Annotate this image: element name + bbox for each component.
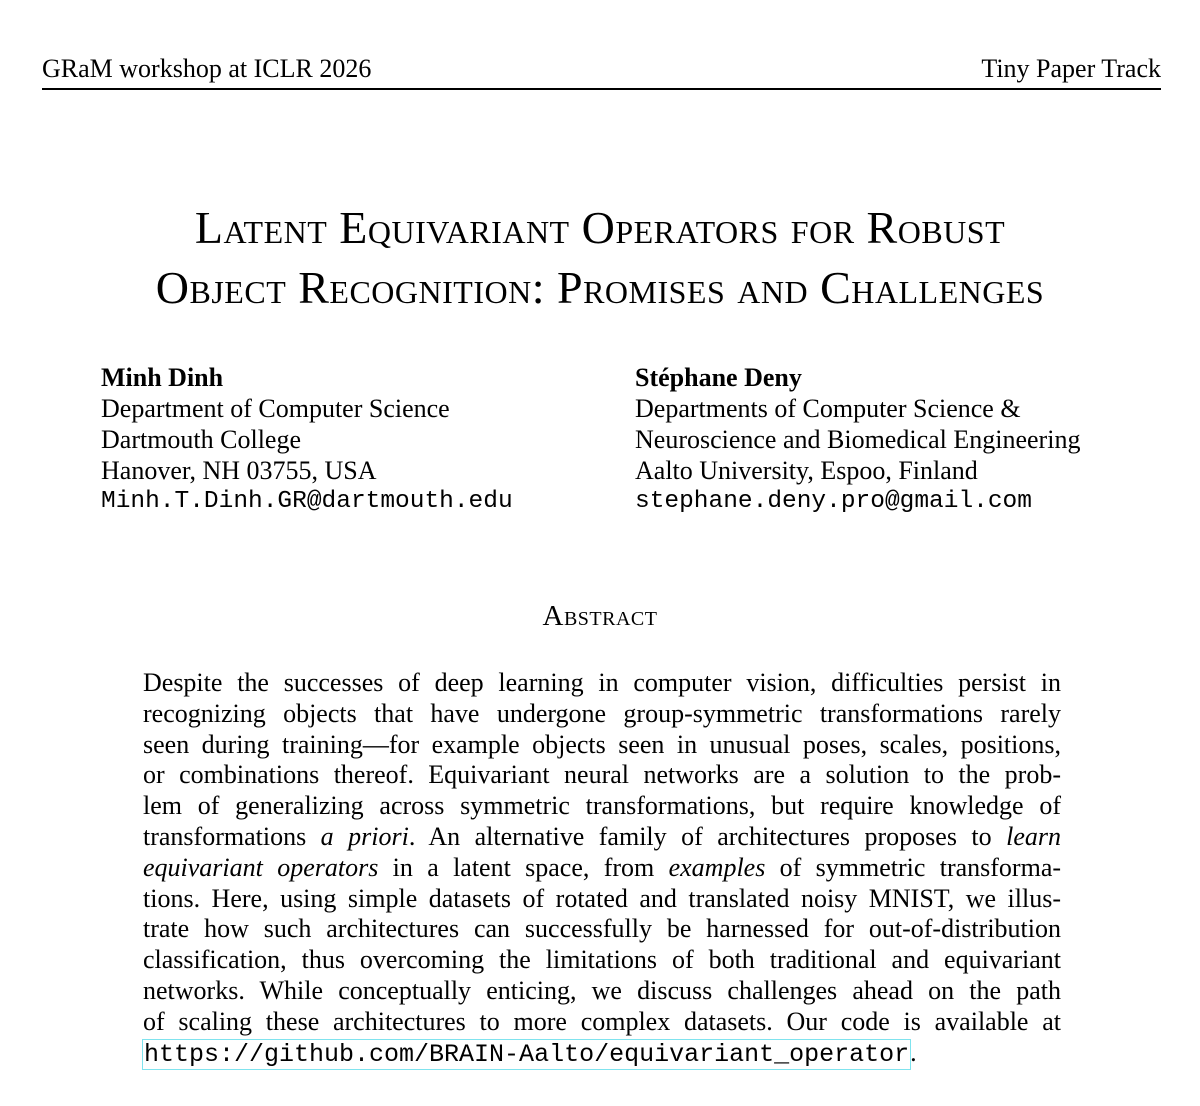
author-affiliation-line: Departments of Computer Science & [635,394,1021,423]
author-name: Minh Dinh [101,363,224,392]
abstract-heading: Abstract [542,600,658,632]
emphasis-a-priori: a priori [320,821,409,851]
abstract-body [143,668,1061,1070]
author-block-2 [635,362,1080,517]
abstract-line: Despite the successes of deep learning in computer vision, difficulties persist in [143,668,1061,697]
emphasis-examples: examples [668,852,766,882]
abstract-line: trate how such architectures can successfully be harnessed for out-of-distribution [143,914,1061,944]
abstract-text: of symmetric transforma- [765,852,1062,882]
abstract-text: . An alternative family of architectures proposes to [408,821,1007,851]
abstract-line: recognizing objects that have undergone group-symmetric transformations rarely [143,698,1061,728]
abstract-line: of scaling these architectures to more complex datasets. Our code is available at [143,1006,1061,1036]
author-email[interactable]: stephane.deny.pro@gmail.com [635,488,1032,515]
abstract-line: tions. Here, using simple datasets of rotated and translated noisy MNIST, we illus- [143,883,1061,913]
emphasis-learn: learn [1006,821,1061,851]
abstract-line: lem of generalizing across symmetric transformations, but require knowledge of [143,791,1061,821]
author-affiliation-line: Hanover, NH 03755, USA [101,456,377,485]
abstract-line [143,1038,1061,1071]
header-track: Tiny Paper Track [981,54,1161,83]
author-email[interactable]: Minh.T.Dinh.GR@dartmouth.edu [101,488,513,515]
paper-title [0,198,1200,318]
abstract-line: seen during training—for example objects seen in unusual poses, scales, positions, [143,729,1061,759]
header-venue: GRaM workshop at ICLR 2026 [42,54,372,83]
abstract-line [143,822,1061,853]
abstract-text: transformations [143,821,321,851]
abstract-period: . [910,1037,917,1067]
author-affiliation-line: Aalto University, Espoo, Finland [635,456,978,485]
title-line-1: Latent Equivariant Operators for Robust [194,202,1006,253]
author-name: Stéphane Deny [635,363,802,392]
title-line-2: Object Recognition: Promises and Challenges [155,262,1045,313]
author-affiliation-line: Department of Computer Science [101,394,450,423]
author-affiliation-line: Neuroscience and Biomedical Engineering [635,425,1081,454]
author-affiliation-line: Dartmouth College [101,425,302,454]
abstract-line: or combinations thereof. Equivariant neural networks are a solution to the prob- [143,760,1061,790]
code-repository-link[interactable]: https://github.com/BRAIN-Aalto/equivariant_operator [144,1039,910,1069]
running-header [42,52,1161,90]
abstract-line: networks. While conceptually enticing, we discuss challenges ahead on the path [143,975,1061,1005]
abstract-text: in a latent space, from [378,852,669,882]
emphasis-equivariant-operators: equivariant operators [143,852,379,882]
abstract-line: classification, thus overcoming the limitations of both traditional and equivariant [143,945,1061,975]
author-block-1 [101,362,513,517]
abstract-line [143,853,1061,884]
